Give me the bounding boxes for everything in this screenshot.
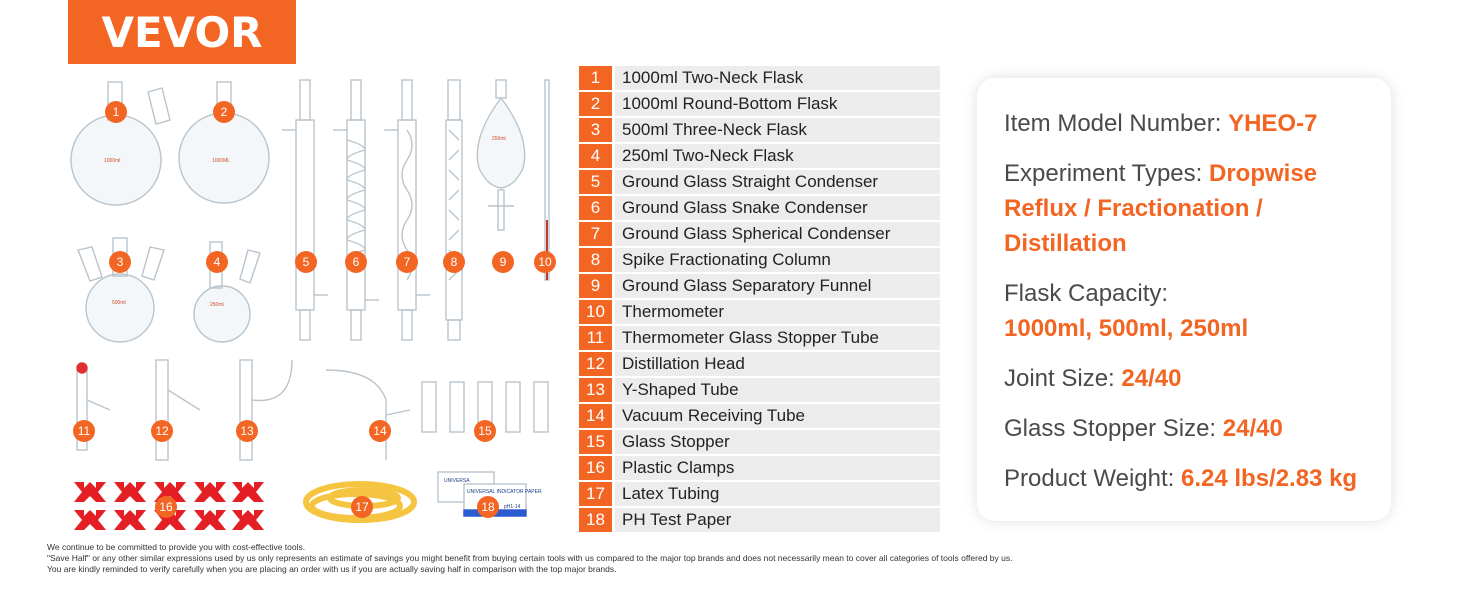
part-badge-6: 6 [345,251,367,273]
list-item [579,378,940,404]
part-name: Vacuum Receiving Tube [615,404,940,428]
spec-value: 1000ml, 500ml, 250ml [1004,315,1249,342]
svg-text:500ml: 500ml [112,300,126,306]
parts-list [579,66,940,534]
spec-label: Joint Size: [1004,365,1122,392]
spec-card [977,78,1391,521]
list-item [579,118,940,144]
part-badge-9: 9 [492,251,514,273]
part-name: Ground Glass Snake Condenser [615,196,940,220]
part-number: 14 [579,404,612,428]
brand-logo: VEVOR [68,0,296,64]
part-name: Y-Shaped Tube [615,378,940,402]
list-item [579,404,940,430]
part-badge-2: 2 [213,101,235,123]
part-name: 1000ml Two-Neck Flask [615,66,940,90]
part-number: 15 [579,430,612,454]
part-number: 12 [579,352,612,376]
part-badge-5: 5 [295,251,317,273]
svg-text:250ml: 250ml [210,302,224,308]
part-name: Latex Tubing [615,482,940,506]
svg-text:250ml: 250ml [492,136,506,142]
part-name: Thermometer Glass Stopper Tube [615,326,940,350]
part-number: 6 [579,196,612,220]
part-badge-13: 13 [236,420,258,442]
part-badge-4: 4 [206,251,228,273]
list-item [579,196,940,222]
part-name: Thermometer [615,300,940,324]
part-badge-1: 1 [105,101,127,123]
list-item [579,456,940,482]
spec-value: 24/40 [1222,415,1283,442]
part-name: Distillation Head [615,352,940,376]
list-item [579,92,940,118]
part-number: 10 [579,300,612,324]
footnote-line: You are kindly reminded to verify carefully when you are placing an order with us if you are actually saving half in comparison with the top major brands. [47,564,617,574]
list-item [579,326,940,352]
part-number: 11 [579,326,612,350]
spec-label: Glass Stopper Size: [1004,415,1223,442]
part-number: 4 [579,144,612,168]
spec-experiment [1004,156,1371,261]
part-name: 250ml Two-Neck Flask [615,144,940,168]
spec-value: YHEO-7 [1228,110,1318,137]
part-name: Ground Glass Spherical Condenser [615,222,940,246]
list-item [579,170,940,196]
part-name: Ground Glass Separatory Funnel [615,274,940,298]
part-number: 9 [579,274,612,298]
svg-text:UNIVERSAL INDICATOR PAPER: UNIVERSAL INDICATOR PAPER [467,489,542,495]
part-number: 7 [579,222,612,246]
list-item [579,300,940,326]
svg-text:pH1-14: pH1-14 [504,504,521,510]
part-number: 2 [579,92,612,116]
part-number: 16 [579,456,612,480]
part-badge-7: 7 [396,251,418,273]
footnote-line: "Save Half" or any other similar expressions used by us only represents an estimate of savings you might benefit from buying certain tools with us compared to the major top brands and does not necessarily mean to cover all categories of tools offered by us. [47,553,1013,563]
list-item [579,222,940,248]
part-badge-14: 14 [369,420,391,442]
glassware-drawing [60,70,570,540]
part-name: Plastic Clamps [615,456,940,480]
part-name: Glass Stopper [615,430,940,454]
part-number: 5 [579,170,612,194]
list-item [579,352,940,378]
spec-stopper [1004,411,1371,446]
spec-label: Product Weight: [1004,465,1181,492]
part-number: 18 [579,508,612,532]
svg-text:UNIVERSA: UNIVERSA [444,478,470,484]
list-item [579,248,940,274]
spec-value: 24/40 [1121,365,1182,392]
part-number: 13 [579,378,612,402]
svg-text:1000ML: 1000ML [212,158,231,164]
part-badge-11: 11 [73,420,95,442]
footnote [47,542,1012,575]
list-item [579,508,940,534]
spec-joint [1004,361,1371,396]
part-number: 3 [579,118,612,142]
part-badge-10: 10 [534,251,556,273]
spec-label: Item Model Number: [1004,110,1229,137]
spec-model [1004,106,1371,141]
part-number: 8 [579,248,612,272]
part-name: PH Test Paper [615,508,940,532]
spec-label: Flask Capacity: [1004,280,1169,307]
part-badge-18: 18 [477,496,499,518]
part-badge-16: 16 [155,496,177,518]
part-name: 500ml Three-Neck Flask [615,118,940,142]
part-badge-12: 12 [151,420,173,442]
part-badge-15: 15 [474,420,496,442]
svg-text:1000ml: 1000ml [104,158,121,164]
list-item [579,144,940,170]
part-name: Ground Glass Straight Condenser [615,170,940,194]
part-number: 1 [579,66,612,90]
footnote-line: We continue to be committed to provide you with cost-effective tools. [47,542,306,552]
spec-label: Experiment Types: [1004,160,1209,187]
spec-weight [1004,461,1371,496]
spec-capacity [1004,276,1371,346]
list-item [579,482,940,508]
glassware-illustration [60,70,570,540]
spec-value: Dropwise Reflux / Fractionation / Distillation [1004,160,1318,257]
part-name: 1000ml Round-Bottom Flask [615,92,940,116]
list-item [579,430,940,456]
spec-value: 6.24 lbs/2.83 kg [1180,465,1358,492]
part-badge-8: 8 [443,251,465,273]
part-badge-17: 17 [351,496,373,518]
part-number: 17 [579,482,612,506]
list-item [579,274,940,300]
part-badge-3: 3 [109,251,131,273]
list-item [579,66,940,92]
part-name: Spike Fractionating Column [615,248,940,272]
